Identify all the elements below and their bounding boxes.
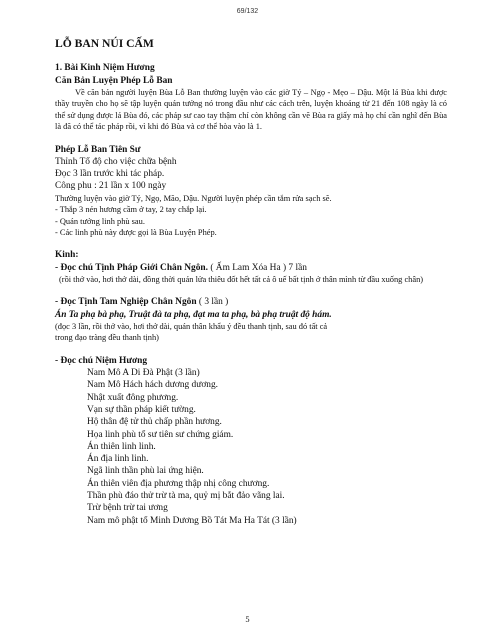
mantra-line: Nam Mô A Di Đà Phật (3 lần) <box>87 368 200 379</box>
instruction-line: - Các linh phù này được gọi là Bùa Luyện Phép. <box>55 227 217 237</box>
mantra-line: Án địa linh linh. <box>87 454 149 465</box>
instruction-line: Đọc 3 lần trước khi tác pháp. <box>55 169 165 180</box>
mantra-line: Vạn sự thần pháp kiết tường. <box>87 404 196 415</box>
intro-paragraph: Về căn bản người luyện Bùa Lỗ Ban thường luyện vào các giờ Tý – Ngọ - Mẹo – Dậu. Một lá Bùa khi được thầy truyền cho họ sẽ tập luyện quán tưởng nó trong đầu như các cách trên, luyện khoảng từ 21 đến 108 ngày là có thể sử dụng được lá Bùa đó, các pháp sư cao tay thậm chí còn không cần vẽ Bùa ra giấy mà họ chỉ cần nghĩ đến Bùa là đã có thể tác pháp rồi, vì khi đó Bùa và cơ thể hòa vào là 1. <box>55 87 447 132</box>
mantra-line: Ngã linh thần phù lai ứng hiện. <box>87 466 204 477</box>
section-subheading: Căn Bản Luyện Phép Lỗ Ban <box>55 75 173 86</box>
page-counter: 69/132 <box>236 8 259 15</box>
page-number: 5 <box>245 615 250 624</box>
mantra-line: Nam mô phật tổ Minh Dương Bồ Tát Ma Ha Tát (3 lần) <box>87 515 297 526</box>
item-suffix: ( Ấm Lam Xóa Ha ) 7 lần <box>207 262 307 273</box>
item-suffix: ( 3 lần ) <box>196 297 229 308</box>
item-note: trong đạo tràng đều thanh tịnh) <box>55 333 159 343</box>
instruction-line: Thường luyện vào giờ Tý, Ngọ, Mão, Dậu. Người luyện phép cần tắm rửa sạch sẽ. <box>55 193 332 203</box>
instruction-line: - Quán tưởng linh phù sau. <box>55 216 145 226</box>
mantra-line: Thần phù đáo thử trừ tà ma, quỷ mị bắt đảo vãng lai. <box>87 491 285 501</box>
section-heading-kinh: Kinh: <box>55 250 79 261</box>
mantra-text: Án Ta phạ bà phạ, Truật đà ta phạ, đạt ma ta phạ, bà phạ truật độ hám. <box>55 309 332 320</box>
mantra-line: Trừ bệnh trừ tai ương <box>87 503 168 514</box>
instruction-line: Công phu : 21 lần x 100 ngày <box>55 181 167 192</box>
document-title: LỖ BAN NÚI CẤM <box>55 37 154 50</box>
item-tinh-phap-gioi <box>55 262 447 274</box>
item-note: (đọc 3 lần, rồi thở vào, hơi thở dài, quán thân khẩu ý đều thanh tịnh, sau đó tất cả <box>55 321 328 331</box>
section-heading-kinh-niem-huong: 1. Bài Kinh Niệm Hương <box>55 63 155 74</box>
mantra-line: Nam Mô Hách hách dương dương. <box>87 380 218 391</box>
item-label: - Đọc Tịnh Tam Nghiệp Chân Ngôn <box>55 297 197 308</box>
item-note: (rồi thở vào, hơi thở dài, đồng thời quán lửa thiêu đốt hết tất cả ô uế bất tịnh ở thân mình từ đầu xuống chân) <box>59 274 424 284</box>
document-body <box>55 38 447 527</box>
item-tinh-tam-nghiep <box>55 296 447 308</box>
mantra-line: Họa linh phù tổ sư tiên sư chứng giám. <box>87 429 234 440</box>
item-niem-huong: - Đọc chú Niệm Hương <box>55 355 148 366</box>
mantra-line: Án thiên linh linh. <box>87 441 156 452</box>
section-heading-phep-lo-ban: Phép Lỗ Ban Tiên Sư <box>55 144 141 155</box>
instruction-line: - Thắp 3 nén hương cầm ở tay, 2 tay chắp lại. <box>55 205 207 215</box>
instruction-line: Thỉnh Tổ độ cho việc chữa bệnh <box>55 156 177 167</box>
mantra-line: Án thiên viên địa phương thập nhị công chương. <box>87 478 270 489</box>
mantra-list <box>55 367 447 527</box>
mantra-line: Hộ thân đệ tử thủ chấp phần hương. <box>87 417 222 428</box>
mantra-line: Nhật xuất đông phương. <box>87 392 179 403</box>
item-label: - Đọc chú Tịnh Pháp Giới Chân Ngôn. <box>55 262 208 273</box>
